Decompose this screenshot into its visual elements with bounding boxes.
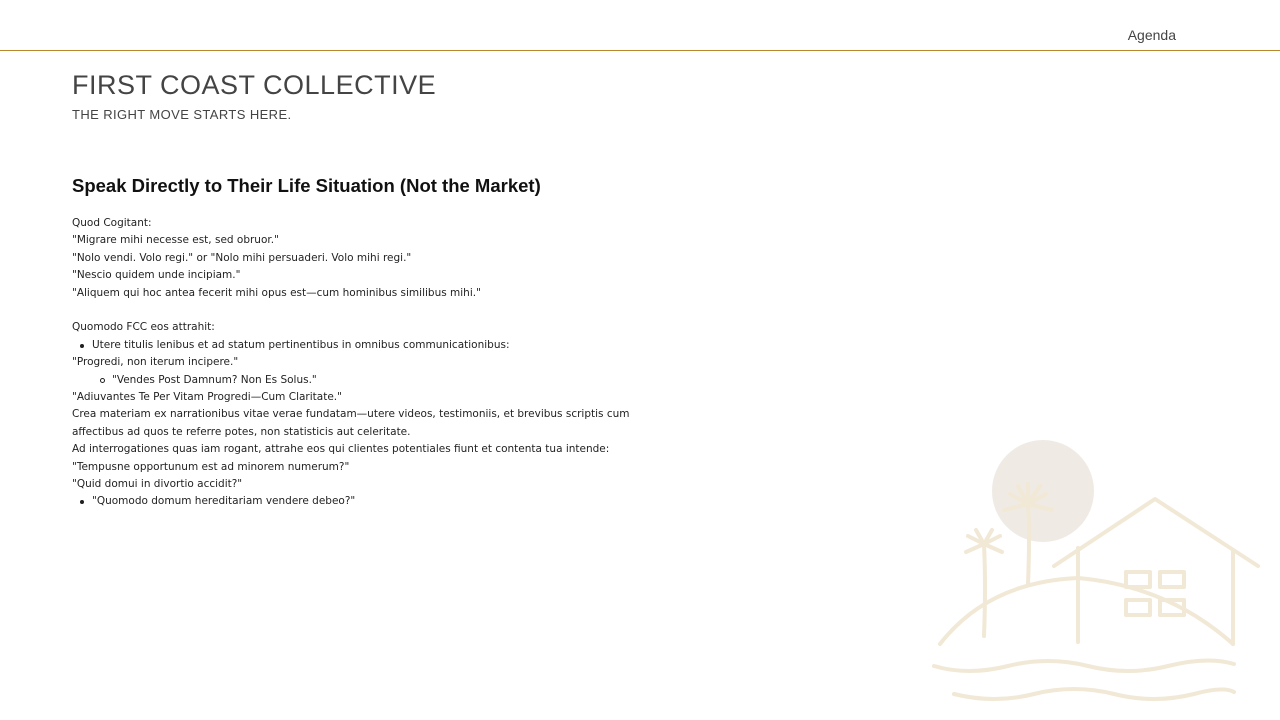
thinking-quote: "Nescio quidem unde incipiam." bbox=[72, 269, 241, 282]
thinking-quote: "Aliquem qui hoc antea fecerit mihi opus est—cum hominibus similibus mihi." bbox=[72, 286, 481, 299]
attract-bullet-list-2 bbox=[72, 493, 632, 510]
attract-sub-bullet-list bbox=[72, 372, 632, 389]
agenda-link[interactable]: Agenda bbox=[1127, 27, 1176, 43]
palm-tree-shape bbox=[966, 530, 1002, 636]
island-house-illustration bbox=[928, 436, 1268, 708]
window-shape bbox=[1126, 600, 1150, 615]
thinking-quote: "Nolo vendi. Volo regi." or "Nolo mihi persuaderi. Volo mihi regi." bbox=[72, 251, 412, 264]
attract-quote: "Tempusne opportunum est ad minorem numerum?" bbox=[72, 460, 350, 473]
attract-quote: "Progredi, non iterum incipere." bbox=[72, 356, 239, 369]
list-item: "Vendes Post Damnum? Non Es Solus." bbox=[72, 372, 632, 389]
spacer bbox=[72, 302, 632, 319]
window-shape bbox=[1126, 572, 1150, 587]
brand-title: FIRST COAST COLLECTIVE bbox=[72, 70, 437, 100]
list-item: Utere titulis lenibus et ad statum pertinentibus in omnibus communicationibus: bbox=[72, 337, 632, 354]
wave-shape bbox=[954, 689, 1234, 699]
window-shape bbox=[1160, 572, 1184, 587]
attract-quote: "Quid domui in divortio accidit?" bbox=[72, 478, 243, 491]
list-item: "Quomodo domum hereditariam vendere debeo?" bbox=[72, 493, 632, 510]
wave-shape bbox=[934, 660, 1234, 671]
brand-tagline: THE RIGHT MOVE STARTS HERE. bbox=[72, 107, 292, 122]
attract-label: Quomodo FCC eos attrahit: bbox=[72, 321, 215, 334]
attract-paragraph: Crea materiam ex narrationibus vitae verae fundatam—utere videos, testimoniis, et brevibus scriptis cum affectibus ad quos te referre potes, non statisticis aut celeritate. bbox=[72, 408, 630, 438]
section-heading: Speak Directly to Their Life Situation (Not the Market) bbox=[72, 175, 541, 196]
attract-paragraph: Ad interrogationes quas iam rogant, attrahe eos qui clientes potentiales fiunt et contenta tua intende: bbox=[72, 443, 610, 456]
section-content bbox=[72, 215, 632, 511]
house-outline bbox=[1054, 499, 1258, 644]
sun-shape bbox=[992, 440, 1094, 542]
attract-quote: "Adiuvantes Te Per Vitam Progredi—Cum Claritate." bbox=[72, 391, 342, 404]
thinking-quote: "Migrare mihi necesse est, sed obruor." bbox=[72, 234, 279, 247]
top-bar bbox=[0, 0, 1280, 51]
thinking-label: Quod Cogitant: bbox=[72, 217, 152, 229]
attract-bullet-list bbox=[72, 337, 632, 354]
